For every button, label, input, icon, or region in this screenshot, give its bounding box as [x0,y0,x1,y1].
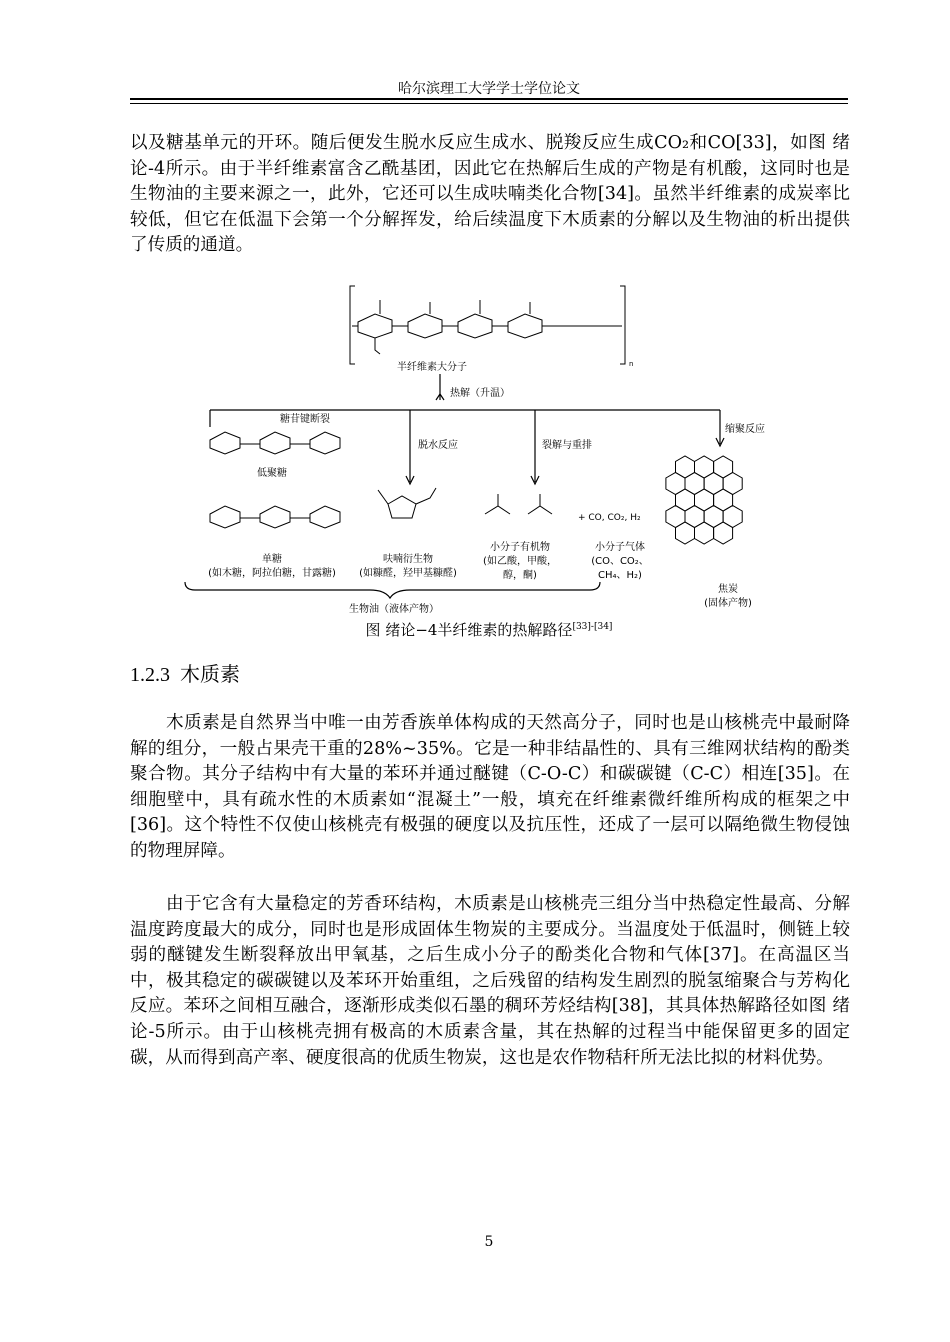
paragraph-1: 以及糖基单元的开环。随后便发生脱水反应生成水、脱羧反应生成CO₂和CO[33]，如图 绪论-4所示。由于半纤维素富含乙酰基团，因此它在热解后生成的产物是有机酸，这同时也是生物油的主要来源之一，此外，它还可以生成呋喃类化合物[34]。虽然半纤维素的成炭率比较低，但它在低温下会第一个分解挥发，给后续温度下木质素的分解以及生物油的析出提供了传质的通道。 [130,133,850,256]
section-title: 木质素 [180,662,240,686]
label-n: n [629,360,634,368]
section-heading [130,658,240,687]
header-rule-thin [130,103,848,104]
caption-text: 图 绪论−4半纤维素的热解路径 [365,621,573,639]
figure-caption [130,619,848,640]
label-macromolecule: 半纤维素大分子 [397,362,467,373]
label-condensation: 缩聚反应 [725,424,765,435]
label-gas-eg1: (CO、CO₂、 [591,556,649,567]
caption-refs: [33]-[34] [572,622,613,632]
header-rule-thick [130,98,848,100]
label-gas: 小分子气体 [595,542,645,553]
paragraph-3: 由于它含有大量稳定的芳香环结构，木质素是山核桃壳三组分当中热稳定性最高、分解温度跨度最大的成分，同时也是形成固体生物炭的主要成分。当温度处于低温时，侧链上较弱的醚键发生断裂释放出甲氧基，之后生成小分子的酚类化合物和气体[37]。在高温区当中，极其稳定的碳碳键以及苯环开始重组，之后残留的结构发生剧烈的脱氢缩聚合与芳构化反应。苯环之间相互融合，逐渐形成类似石墨的稠环芳烃结构[38]，其具体热解路径如图 绪论-5所示。由于山核桃壳拥有极高的木质素含量，其在热解的过程当中能保留更多的固定碳，从而得到高产率、硬度很高的优质生物炭，这也是农作物秸秆所无法比拟的材料优势。 [130,894,850,1068]
label-furan: 呋喃衍生物 [383,554,433,565]
char-ring [676,522,695,544]
label-char-eg: (固体产物) [704,598,752,609]
pyrolysis-pathway-figure [180,282,800,617]
label-biooil: 生物油（液体产物） [349,604,439,615]
label-monosaccharide-eg: (如木糖，阿拉伯糖，甘露糖) [208,568,336,579]
label-gas-formula: + CO, CO₂, H₂ [578,513,641,523]
label-monosaccharide: 单糖 [262,554,282,565]
label-oligosaccharide: 低聚糖 [257,468,287,479]
label-char: 焦炭 [718,584,738,595]
label-glycosidic: 糖苷键断裂 [280,414,330,425]
label-organics: 小分子有机物 [490,542,550,553]
running-header: 哈尔滨理工大学学士学位论文 [398,81,580,97]
page-number: 5 [484,1234,494,1250]
label-organics-eg2: 醇，酮) [503,570,537,581]
label-pyrolysis: 热解（升温） [450,388,510,399]
char-ring [714,522,733,544]
label-dehydration: 脱水反应 [418,440,458,451]
char-ring [695,522,714,544]
label-cracking: 裂解与重排 [542,440,592,451]
label-organics-eg1: (如乙酸，甲酸， [483,556,557,567]
label-gas-eg2: CH₄、H₂) [598,570,642,581]
label-furan-eg: (如糠醛，羟甲基糠醛) [359,568,457,579]
section-number: 1.2.3 [130,664,170,686]
paragraph-2: 木质素是自然界当中唯一由芳香族单体构成的天然高分子，同时也是山核桃壳中最耐降解的组分，一般占果壳干重的28%~35%。它是一种非结晶性的、具有三维网状结构的酚类聚合物。其分子结构中有大量的苯环并通过醚键（C-O-C）和碳碳键（C-C）相连[35]。在细胞壁中，具有疏水性的木质素如“混凝土”一般，填充在纤维素微纤维所构成的框架之中[36]。这个特性不仅使山核桃壳有极强的硬度以及抗压性，还成了一层可以隔绝微生物侵蚀的物理屏障。 [130,713,850,861]
